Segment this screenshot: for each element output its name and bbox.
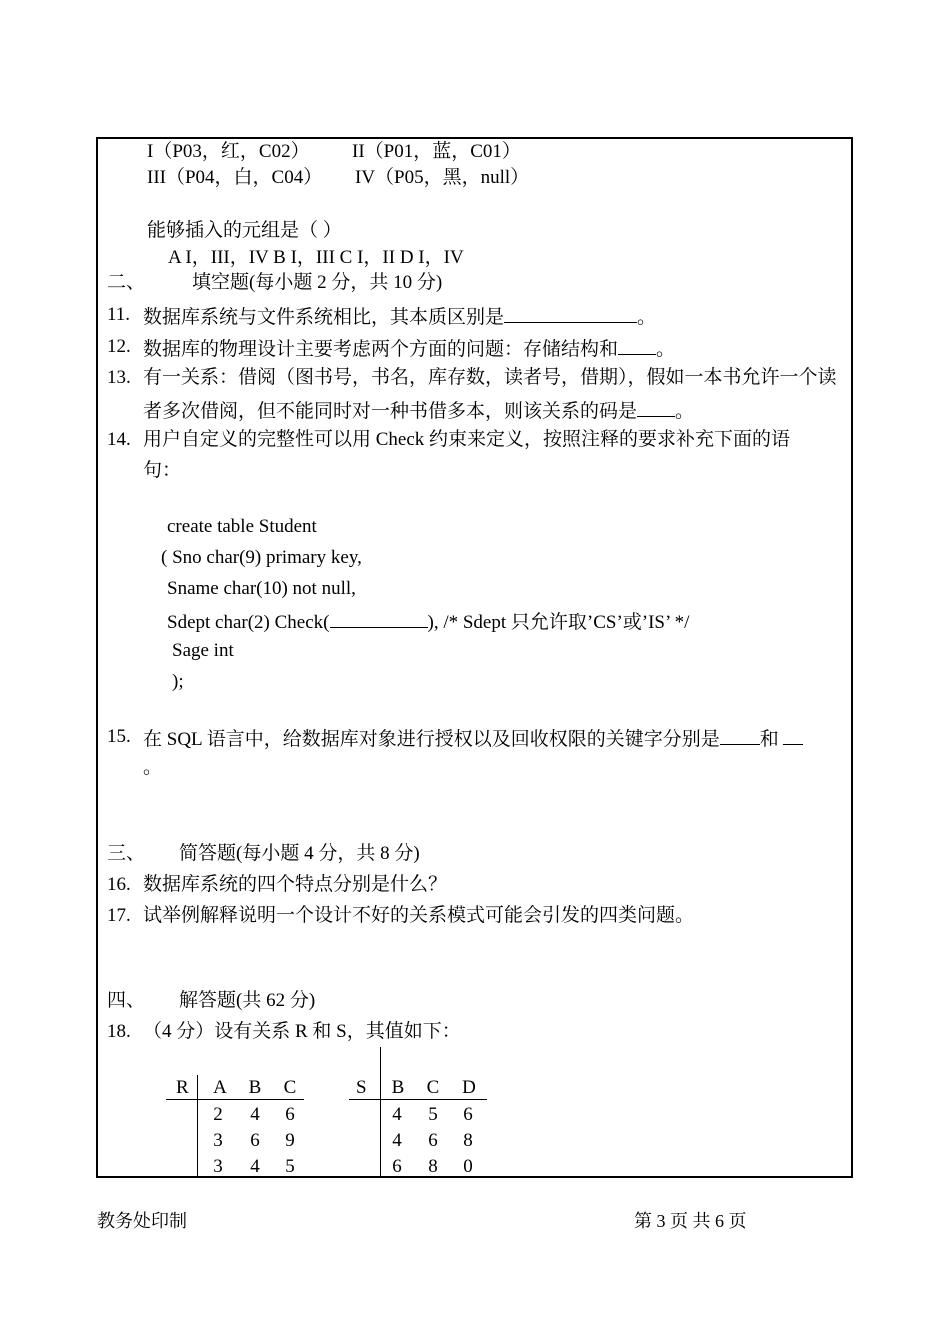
q13-line2 <box>143 397 694 424</box>
code-line-1: create table Student <box>167 516 317 537</box>
relation-s-header-b: B <box>391 1077 405 1098</box>
code-line-4-end: ), /* Sdept 只允许取’CS’或’IS’ */ <box>427 612 690 633</box>
relation-s-cell: 4 <box>392 1130 402 1151</box>
relation-s-cell: 5 <box>428 1104 438 1125</box>
q15-text <box>143 725 803 752</box>
q11-question: 数据库系统与文件系统相比，其本质区别是 <box>143 307 505 328</box>
q11-blank <box>504 303 637 323</box>
q15-mid: 和 <box>759 729 779 750</box>
relation-r-cell: 2 <box>213 1104 223 1125</box>
relation-r-cell: 9 <box>285 1130 295 1151</box>
q15-blank-2 <box>783 725 803 745</box>
q13-blank <box>637 397 675 417</box>
q12-number: 12. <box>107 336 131 357</box>
relation-r-header-b: B <box>248 1077 262 1098</box>
answer-choices: A I，III，IV B I，III C I，II D I，IV <box>168 247 464 268</box>
section4-title: 解答题(共 62 分) <box>179 990 316 1011</box>
code-line-4-start: Sdept char(2) Check( <box>167 612 330 633</box>
q14-line1: 用户自定义的完整性可以用 Check 约束来定义，按照注释的要求补充下面的语 <box>143 429 791 450</box>
q15-line2: 。 <box>143 757 163 778</box>
relation-r-header-rule <box>166 1099 304 1100</box>
q11-end: 。 <box>637 307 657 328</box>
q11-number: 11. <box>107 304 131 325</box>
relation-r-cell: 6 <box>250 1130 260 1151</box>
relation-s-cell: 6 <box>428 1130 438 1151</box>
q13-line1: 有一关系：借阅（图书号，书名，库存数，读者号，借期），假如一本书允许一个读 <box>143 367 837 388</box>
relation-s-cell: 8 <box>463 1130 473 1151</box>
q15-number: 15. <box>107 726 131 747</box>
code-line-6: ); <box>172 671 184 692</box>
relation-r-cell: 3 <box>213 1130 223 1151</box>
relation-s-column-rule <box>380 1047 381 1178</box>
code-line-3: Sname char(10) not null, <box>167 578 356 599</box>
relation-r-header-a: A <box>213 1077 227 1098</box>
relation-s-header-d: D <box>462 1077 476 1098</box>
relation-r-cell: 3 <box>213 1156 223 1177</box>
q12-end: 。 <box>656 339 676 360</box>
code-line-4 <box>167 608 689 635</box>
relation-r-header-c: C <box>283 1077 297 1098</box>
relation-r-cell: 4 <box>250 1156 260 1177</box>
relation-s-cell: 8 <box>428 1156 438 1177</box>
section2-title: 填空题(每小题 2 分，共 10 分) <box>192 272 443 293</box>
option-ii: II（P01，蓝，C01） <box>352 141 521 162</box>
option-iii: III（P04，白，C04） <box>147 167 323 188</box>
q15-question: 在 SQL 语言中，给数据库对象进行授权以及回收权限的关键字分别是 <box>143 729 720 750</box>
relation-s-header-c: C <box>426 1077 440 1098</box>
relation-s-name: S <box>356 1077 367 1098</box>
section2-number: 二、 <box>107 272 146 293</box>
q13-question: 者多次借阅，但不能同时对一种书借多本，则该关系的码是 <box>143 401 638 422</box>
relation-r-column-rule <box>197 1075 198 1178</box>
relation-r-cell: 4 <box>250 1104 260 1125</box>
q12-blank <box>618 335 656 355</box>
section4-number: 四、 <box>107 990 146 1011</box>
q17-number: 17. <box>107 905 131 926</box>
q12-question: 数据库的物理设计主要考虑两个方面的问题：存储结构和 <box>143 339 619 360</box>
code-line-2: ( Sno char(9) primary key, <box>161 547 362 568</box>
q16-number: 16. <box>107 874 131 895</box>
q11-text <box>143 303 656 330</box>
relation-r-cell: 5 <box>285 1156 295 1177</box>
insert-question: 能够插入的元组是（ ） <box>147 220 342 241</box>
q14-number: 14. <box>107 429 131 450</box>
q14-line2: 句： <box>143 460 182 481</box>
q17-text: 试举例解释说明一个设计不好的关系模式可能会引发的四类问题。 <box>143 905 695 926</box>
section3-number: 三、 <box>107 843 146 864</box>
relation-s-cell: 6 <box>392 1156 402 1177</box>
relation-r-name: R <box>176 1077 189 1098</box>
relation-s-cell: 0 <box>463 1156 473 1177</box>
q13-end: 。 <box>675 401 695 422</box>
option-iv: IV（P05，黑，null） <box>355 167 530 188</box>
section3-title: 简答题(每小题 4 分，共 8 分) <box>179 843 420 864</box>
q18-number: 18. <box>107 1021 131 1042</box>
relation-s-header-rule <box>349 1099 487 1100</box>
relation-s-cell: 4 <box>392 1104 402 1125</box>
footer-printer: 教务处印制 <box>97 1211 187 1231</box>
q12-text <box>143 335 675 362</box>
option-i: I（P03，红，C02） <box>147 141 310 162</box>
q13-number: 13. <box>107 367 131 388</box>
check-blank <box>330 608 428 628</box>
q16-text: 数据库系统的四个特点分别是什么？ <box>143 874 448 895</box>
q15-blank-1 <box>720 725 760 745</box>
q18-text: （4 分）设有关系 R 和 S，其值如下： <box>143 1021 461 1042</box>
footer-page-number: 第 3 页 共 6 页 <box>634 1211 747 1231</box>
relation-s-cell: 6 <box>463 1104 473 1125</box>
code-line-5: Sage int <box>172 640 234 661</box>
relation-r-cell: 6 <box>285 1104 295 1125</box>
